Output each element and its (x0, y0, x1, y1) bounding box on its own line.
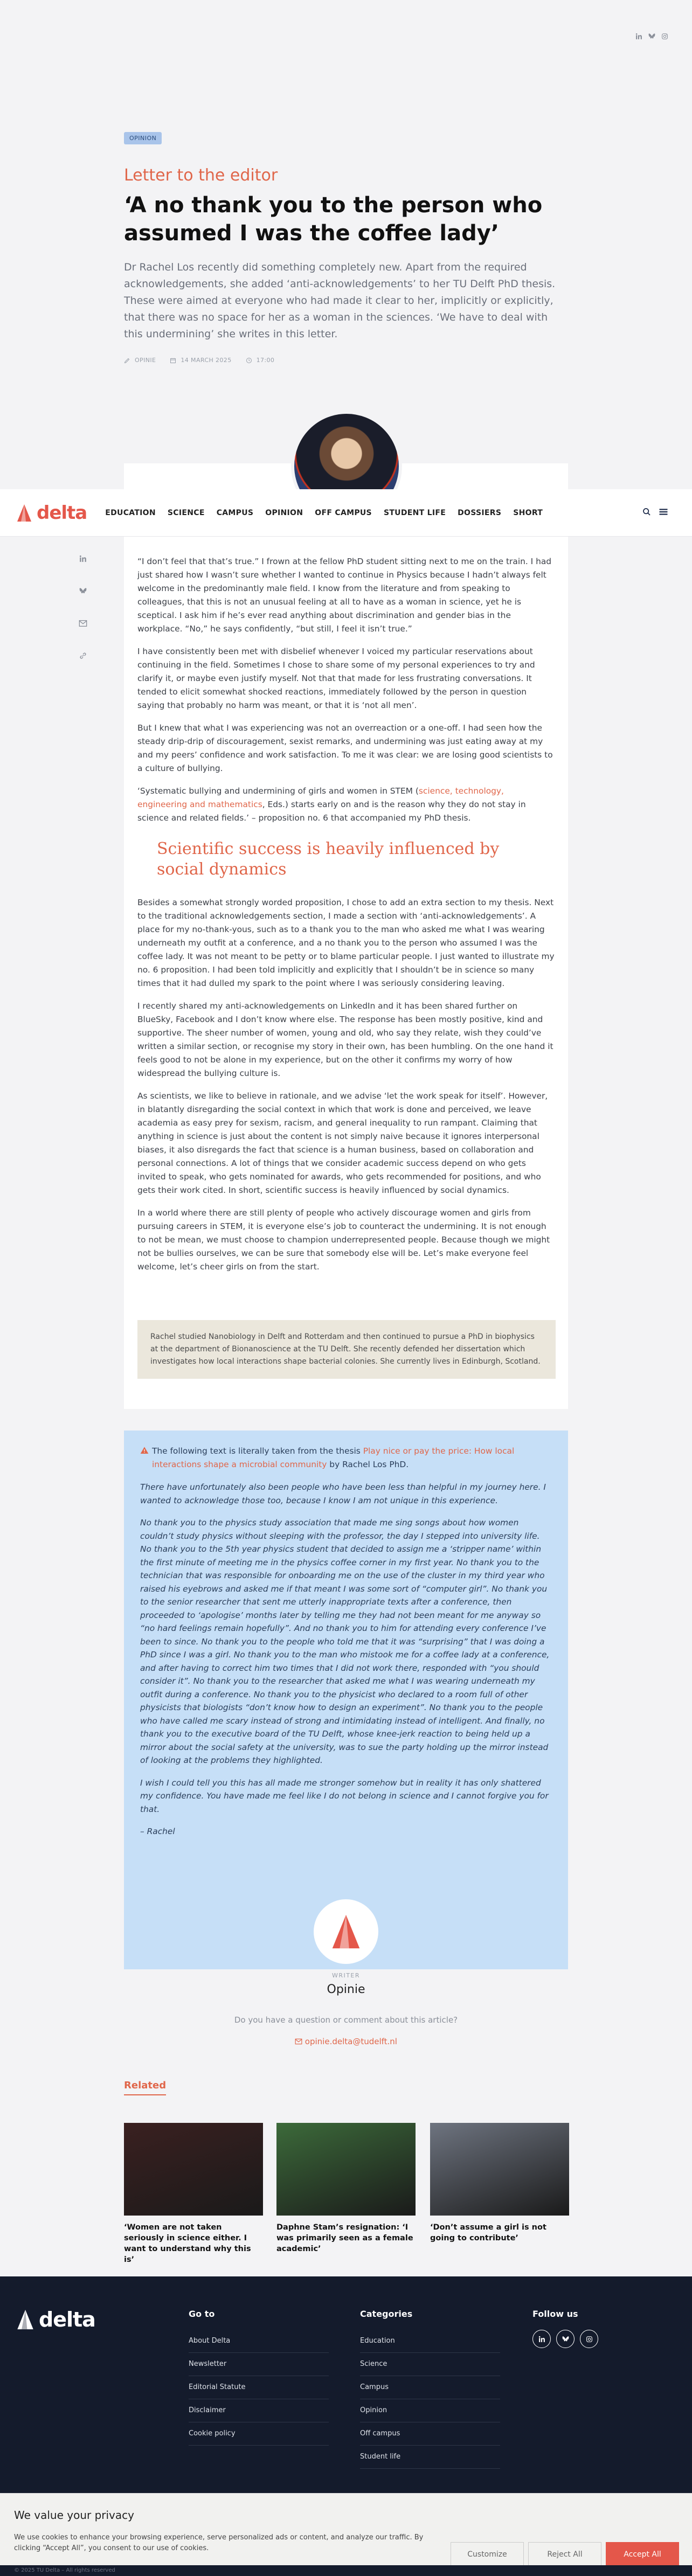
search-icon[interactable] (642, 508, 651, 516)
related-title[interactable]: Daphne Stam’s resignation: ‘I was primarily seen as a female academic’ (276, 2223, 413, 2253)
main-navbar (0, 489, 692, 537)
related-article[interactable] (430, 2123, 569, 2244)
main-nav (105, 509, 543, 517)
footer-category-education[interactable]: Education (360, 2330, 500, 2353)
footer-logo[interactable]: delta (16, 2308, 95, 2331)
bluesky-share-icon[interactable] (78, 586, 88, 596)
time-meta: 17:00 (246, 357, 275, 364)
thesis-link[interactable]: Play nice or pay the price: How local interactions shape a microbial community (152, 1446, 515, 1469)
quote-paragraph: I wish I could tell you this has all made me stronger somehow but in reality it has only shattered my confidence. You have made me feel like I do not belong in science and I cannot forgive you for that. (140, 1777, 549, 1814)
nav-item-off-campus[interactable]: OFF CAMPUS (315, 508, 372, 517)
cookie-text: We use cookies to enhance your browsing experience, serve personalized ads or content, and analyze our traffic. By clicking “Accept All”, you consent to our use of cookies. (14, 2533, 424, 2552)
author-meta: OPINIE (124, 357, 156, 364)
article-meta (124, 357, 566, 364)
bluesky-icon[interactable] (556, 2330, 575, 2348)
article-kicker: Letter to the editor (124, 166, 278, 185)
footer-category-student-life[interactable]: Student life (360, 2446, 500, 2469)
quote-paragraph: There have unfortunately also been people who have been less than helpful in my journey here. I wanted to acknowledge those too, because I know I am not unique in this experience. (140, 1482, 546, 1505)
nav-item-short[interactable]: SHORT (513, 508, 543, 517)
date-meta: 14 MARCH 2025 (170, 357, 231, 364)
nav-item-campus[interactable]: CAMPUS (216, 508, 254, 517)
paragraph: “I don’t feel that that’s true.” I frown at the fellow PhD student sitting next to me on the train. I had just shared how I wasn’t sure whether I wanted to continue in Physics because I hadn’t always felt welcome in the predominantly male field. I know from the literature and from speaking to colleagues, that this is not an unusual feeling at all to have as a woman in science, yet he is sceptical. I ask him if he’s ever read anything about discrimination and gender bias in the workplace. “No,” he says confidently, “but still, I feel it isn’t true.” (137, 557, 552, 634)
paragraph: Besides a somewhat strongly worded proposition, I chose to add an extra section to my thesis. Next to the traditional acknowledgements section, I made a section with ‘anti-acknowledgements’. A place for my no-thank-yous, such as to a thank you to the man who asked me what I was wearing underneath my outfit at a conference, and a no thank you to the person who assumed I was the coffee lady. It was not meant to be petty or to blame particular people. I just wanted to illustrate my no. 6 proposition. I had been told implicitly and explicitly that I shouldn’t be in science so many times that it had dulled my spark to the point where I was seriously considering leaving. (137, 898, 555, 988)
accept-all-button[interactable]: Accept All (606, 2542, 679, 2567)
stem-link[interactable]: science, technology, engineering and mathematics (137, 786, 504, 809)
thesis-quote-box (124, 1431, 568, 1969)
nav-item-education[interactable]: EDUCATION (105, 508, 156, 517)
cookie-title: We value your privacy (14, 2509, 134, 2522)
nav-tools (642, 508, 668, 516)
paragraph: As scientists, we like to believe in rationale, and we advise ‘let the work speak for itself’. However, in blatantly disregarding the social context in which that work is done and perceived, we leave academia as easy prey for sexism, racism, and general inequality to run rampant. Claiming that anything in science is just about the content is not simply naive because it ignores interpersonal biases, it also disregards the fact that science is a human business, based on collaboration and personal connections. A lot of things that we consider academic success depend on who gets invited to speak, who gets nominated for awards, who gets recommended for positions, and who gets their work cited. In short, scientific success is heavily influenced by social dynamics. (137, 1091, 548, 1195)
related-heading: Related (124, 2080, 166, 2095)
related-title[interactable]: ‘Don’t assume a girl is not going to contribute’ (430, 2223, 546, 2242)
calendar-icon (170, 357, 176, 364)
related-article[interactable] (276, 2123, 416, 2254)
related-article[interactable] (124, 2123, 263, 2265)
share-bar (78, 554, 88, 661)
linkedin-icon[interactable] (635, 32, 642, 40)
link-share-icon[interactable] (78, 651, 88, 661)
nav-item-dossiers[interactable]: DOSSIERS (458, 508, 502, 517)
writer-question: Do you have a question or comment about this article? (234, 2015, 458, 2025)
writer-avatar[interactable] (314, 1899, 378, 1964)
customize-button[interactable]: Customize (451, 2542, 524, 2567)
clock-icon (246, 357, 252, 364)
delta-logo[interactable]: delta (16, 502, 87, 524)
article-header (124, 132, 566, 364)
email-share-icon[interactable] (78, 619, 88, 628)
footer-link-about-delta[interactable]: About Delta (189, 2330, 329, 2353)
footer-category-opinion[interactable]: Opinion (360, 2399, 500, 2422)
reject-all-button[interactable]: Reject All (528, 2542, 601, 2567)
bluesky-icon[interactable] (648, 32, 655, 40)
nav-item-science[interactable]: SCIENCE (167, 508, 205, 517)
paragraph: I recently shared my anti-acknowledgements on LinkedIn and it has been shared further on BlueSky, Facebook and I don’t know where else. The response has been mostly positive, kind and supportive. The sheer number of women, young and old, who say they relate, wish they could’ve written a similar section, or recognise my story in their own, has been humbling. On the one hand it feels good to not be alone in my experience, but on the other it confirms my worry of how widespread the bullying culture is. (137, 1001, 553, 1078)
category-tag[interactable]: OPINION (124, 132, 162, 144)
related-title[interactable]: ‘Women are not taken seriously in science either. I want to understand why this is’ (124, 2223, 251, 2264)
quote-source: The following text is literally taken from the thesis Play nice or pay the price: How local interactions shape a microbial community by Rachel Los PhD. (140, 1445, 552, 1471)
paragraph: ‘Systematic bullying and undermining of girls and women in STEM (science, technology, engineering and mathematics, Eds.) starts early on and is the reason why they do not stay in science and related fields.’ – proposition no. 6 that accompanied my PhD thesis. (137, 786, 526, 823)
article-body (137, 555, 556, 1283)
delta-logo-icon (330, 1913, 362, 1950)
article-intro: Dr Rachel Los recently did something completely new. Apart from the required acknowledgements, she added ‘anti-acknowledgements’ to her TU Delft PhD thesis. These were aimed at everyone who had made it clear to her, implicitly or explicitly, that there was no space for her as a woman in the sciences. ‘We have to deal with this undermining’ she writes in this letter. (124, 261, 556, 340)
copyright: © 2025 TU Delta – All rights reserved (0, 2565, 692, 2576)
footer-categories: Categories Education Science Campus Opinion Off campus Student life (360, 2309, 500, 2469)
paragraph: I have consistently been met with disbelief whenever I voiced my particular reservations about continuing in the field. Sometimes I chose to share some of my personal experiences to try and clarify it, or maybe even justify myself. Not that that made for less frustrating conversations. It tended to elicit somewhat shocked reactions, immediately followed by the person in question saying that probably no harm was meant, or that it is ‘not all men’. (137, 647, 535, 710)
instagram-icon[interactable] (661, 32, 668, 40)
related-image[interactable] (276, 2123, 416, 2216)
footer-link-newsletter[interactable]: Newsletter (189, 2353, 329, 2376)
page-title: ‘A no thank you to the person who assumed I was the coffee lady’ (124, 193, 543, 246)
author-bio: Rachel studied Nanobiology in Delft and Rotterdam and then continued to pursue a PhD in biophysics at the department of Bionanoscience at the TU Delft. She recently defended her dissertation which investigates how local interactions shape bacterial colonies. She currently lives in Edinburgh, Scotland. (137, 1320, 556, 1379)
footer-category-campus[interactable]: Campus (360, 2376, 500, 2399)
pencil-icon (124, 357, 130, 364)
linkedin-share-icon[interactable] (78, 554, 88, 564)
paragraph: But I knew that what I was experiencing was not an overreaction or a one-off. I had seen how the steady drip-drip of discouragement, sexist remarks, and undermining was just eating away at my and my peers’ confidence and work satisfaction. To me it was clear: we are losing good scientists to a culture of bullying. (137, 723, 553, 773)
mail-icon (295, 2038, 302, 2045)
related-image[interactable] (124, 2123, 263, 2216)
linkedin-icon[interactable] (532, 2330, 551, 2348)
delta-logo-icon (16, 503, 32, 523)
writer-label: WRITER (331, 1972, 361, 1979)
top-social-links (635, 32, 668, 40)
footer-goto: Go to About Delta Newsletter Editorial Statute Disclaimer Cookie policy (189, 2309, 329, 2446)
menu-icon[interactable] (659, 508, 668, 516)
delta-logo-icon (16, 2308, 34, 2331)
footer-category-off-campus[interactable]: Off campus (360, 2422, 500, 2446)
nav-item-opinion[interactable]: OPINION (265, 508, 303, 517)
footer-follow: Follow us (532, 2309, 598, 2348)
nav-item-student-life[interactable]: STUDENT LIFE (383, 508, 446, 517)
related-image[interactable] (430, 2123, 569, 2216)
footer-link-cookie-policy[interactable]: Cookie policy (189, 2422, 329, 2446)
section-heading: Scientific success is heavily influenced by social dynamics (157, 839, 500, 879)
footer-link-editorial-statute[interactable]: Editorial Statute (189, 2376, 329, 2399)
paragraph: In a world where there are still plenty of people who actively discourage women and girls from pursuing careers in STEM, it is everyone else’s job to counteract the undermining. It is not enough to not be mean, we must choose to champion underrepresented people. Because though we might not be bullies ourselves, we can be sure that somebody else will be. Let’s make everyone feel welcome, let’s cheer girls on from the start. (137, 1208, 550, 1272)
warning-icon (140, 1446, 149, 1455)
footer-category-science[interactable]: Science (360, 2353, 500, 2376)
footer-link-disclaimer[interactable]: Disclaimer (189, 2399, 329, 2422)
cookie-banner (0, 2493, 692, 2576)
writer-name[interactable]: Opinie (327, 1983, 365, 1996)
writer-email[interactable]: opinie.delta@tudelft.nl (0, 2037, 692, 2046)
quote-signature: – Rachel (140, 1827, 175, 1836)
instagram-icon[interactable] (580, 2330, 598, 2348)
quote-paragraph: No thank you to the physics study association that made me sing songs about how women couldn’t study physics without sleeping with the professor, the day I stepped into university life. No thank you to the 5th year physics student that decided to assign me a ‘stripper name’ within the first minute of meeting me in the physics coffee corner in my first year. No thank you to the technician that was responsible for onboarding me on the use of the cluster in my third year who raised his eyebrows and asked me if that meant I was some sort of “computer girl”. No thank you to the senior researcher that sent me utterly inappropriate texts after a conference, then proceeded to ‘apologise’ months later by telling me they had not been meant for me anyway so “no hard feelings remain hopefully”. And no thank you to him for attending every conference I’ve been to since. No thank you to the people who told me that it was “surprising” that I was doing a PhD since I was a girl. No thank you to the man who mistook me for a coffee lady at a conference, and after having to correct him two times that I did not work there, responded with “you should consider it”. No thank you to the researcher that asked me what I was wearing underneath my outfit during a conference. No thank you to the physicist who declared to a room full of other physicists that biologists “don’t know how to design an experiment”. No thank you to the people who have called me scary instead of strong and intimidating instead of intelligent. And finally, no thank you to the executive board of the TU Delft, whose knee-jerk reaction to being held up a mirror about the social safety at the university, was to sue the party holding up the mirror instead of looking at the problems they highlighted. (140, 1518, 550, 1765)
